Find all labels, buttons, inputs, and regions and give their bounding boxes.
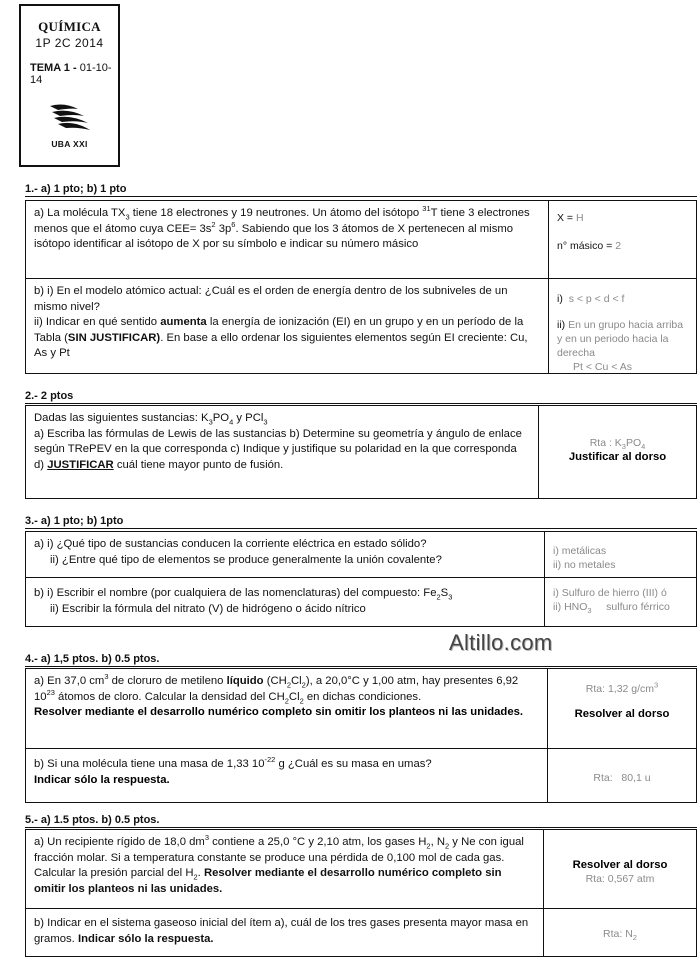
q4a-text: ), a 20,0°C y 1,00 atm, hay presentes 6,92 10 [34, 675, 519, 703]
q5a-answer [544, 830, 696, 908]
q1a-text: . Sabiendo que los 3 átomos de X pertenecen al mismo isótopo identificar al isótopo de X por su símbolo e indicar su número másico [34, 222, 514, 250]
q4a-row [26, 669, 696, 748]
q5b-question [26, 909, 544, 956]
answer-sup: 3 [654, 680, 659, 690]
q5a-text: y Ne con igual fracción molar. Si a temperatura constante se produce una pérdida de 0,100 mol de cada gas. Calcular la presión parcial del H [34, 836, 524, 879]
logo-text: UBA XXI [51, 139, 88, 149]
q3b-answer [545, 578, 696, 626]
q1b-row [26, 278, 696, 373]
q1b-bold: aumenta [160, 316, 207, 328]
q3b-text: S [440, 587, 449, 599]
q3b-text: b) i) Escribir el nombre (por cualquiera de las nomenclaturas) del compuesto: Fe [34, 587, 437, 599]
q3a-answer [545, 532, 696, 577]
subject-title: QUÍMICA [38, 19, 101, 34]
q1a-text: 3p [215, 222, 232, 235]
q3-table [25, 531, 697, 627]
q5a-question [26, 830, 544, 908]
watermark: Altillo.com [449, 630, 553, 655]
q1a-sup: 6 [231, 219, 236, 229]
q3b-question [26, 578, 545, 626]
q2-bold: JUSTIFICAR [47, 458, 114, 471]
q5b-text: b) Indicar en el sistema gaseoso inicial del ítem a), cuál de los tres gases presenta mayor masa en gramos. [34, 917, 529, 945]
q2-sub: 3 [263, 417, 268, 427]
q1b-bold: SIN JUSTIFICAR) [67, 331, 161, 344]
q1-table [25, 200, 697, 374]
q3b-row [26, 577, 696, 626]
answer-instruction: Justificar al dorso [568, 451, 667, 463]
answer-label: n° másico = [557, 240, 616, 252]
q1-rule [25, 196, 697, 197]
answer-value: ii) HNO [553, 601, 588, 613]
answer-value: i) Sulfuro de hierro (III) ó [553, 587, 667, 599]
q5a-sub: 2 [426, 841, 431, 851]
q1a-text: tiene 18 electrones y 19 neutrones. Un átomo del isótopo [129, 207, 423, 219]
uba-xxi-logo [21, 100, 118, 149]
q2-sub: 3 [208, 417, 213, 427]
q5a-text: , N [430, 836, 445, 848]
q2-question [26, 406, 539, 498]
q4b-text: g ¿Cuál es su masa en umas? [275, 758, 432, 770]
q1-title: 1.- a) 1 pto; b) 1 pto [25, 183, 127, 195]
q2-text: a) Escriba las fórmulas de Lewis de las sustancias b) Determine su geometría y ángulo de enlace según TRePEV en la que corresponda c) Indique y justifique su polaridad en la que corresponda [34, 427, 522, 455]
q5-rule [25, 827, 697, 828]
q2-table [25, 405, 697, 499]
q2-text: y PCl [233, 412, 264, 424]
q2-text: Dadas las siguientes sustancias: K [34, 412, 209, 424]
answer-value: Rta: N [603, 928, 633, 940]
q4a-text: Cl [290, 675, 302, 687]
q1a-row [26, 201, 696, 278]
answer-value: En un grupo hacia arriba y en un periodo hacia la derecha [557, 319, 684, 359]
q5b-bold: Indicar sólo la respuesta. [77, 932, 214, 945]
q4b-question [26, 749, 548, 802]
answer-value: ii) no metales [553, 559, 616, 571]
q5a-sub: 2 [445, 841, 450, 851]
answer-value: i) metálicas [553, 545, 607, 557]
q3-rule [25, 528, 697, 529]
q4a-text: a) En 37,0 cm [34, 675, 105, 687]
q2-rule [25, 403, 697, 404]
answer-value: s < p < d < f [568, 293, 625, 305]
answer-value: PO [625, 437, 642, 449]
q1b-question [26, 279, 549, 373]
q1a-sup: 2 [211, 219, 216, 229]
q1a-text: a) La molécula TX [34, 207, 126, 219]
answer-value: 2 [615, 240, 622, 252]
q2-answer [539, 406, 696, 498]
q3a-text: ii) ¿Entre qué tipo de elementos se produce generalmente la unión covalente? [50, 553, 442, 566]
q3a-question [26, 532, 545, 577]
q5a-text: a) Un recipiente rígido de 18,0 dm [34, 836, 205, 848]
q3-title: 3.- a) 1 pto; b) 1pto [25, 515, 124, 527]
q2-text: cuál tiene mayor punto de fusión. [113, 458, 284, 471]
q3b-sub: 2 [436, 592, 441, 602]
q1a-sup: 31 [422, 204, 431, 214]
q4a-sub: 2 [301, 680, 306, 690]
q4a-text: Cl [288, 690, 300, 703]
answer-value: Rta: 1,32 g/cm [585, 683, 655, 695]
answer-instruction: Resolver al dorso [574, 708, 670, 720]
q1a-sub: 3 [125, 212, 130, 222]
q4a-sup: 3 [104, 672, 109, 682]
q4a-text: átomos de cloro. Calcular la densidad del CH [54, 690, 285, 703]
q5a-row [26, 830, 696, 908]
q4a-answer [548, 669, 696, 748]
q1a-answer [549, 201, 696, 278]
answer-sub: 2 [632, 933, 637, 943]
q4-table [25, 668, 697, 803]
q5a-bold: Resolver mediante el desarrollo numérico completo sin omitir los planteos ni las unidades. [34, 867, 502, 895]
q4a-text: (CH [263, 675, 287, 687]
q1a-question [26, 201, 549, 278]
q1b-text: la energía de ionización (EI) en un grupo y en un período de la Tabla ( [34, 316, 524, 344]
q4a-bold: líquido [226, 675, 264, 687]
q4b-answer [548, 749, 696, 802]
q2-text: d) [34, 458, 48, 471]
q5a-sub: 2 [193, 872, 198, 882]
q5b-row [26, 908, 696, 956]
answer-sub: 4 [641, 442, 646, 452]
q5-title: 5.- a) 1.5 ptos. b) 0.5 ptos. [25, 814, 160, 826]
q4a-sub: 2 [299, 695, 304, 705]
tema-line [21, 62, 118, 86]
q4b-text: b) Si una molécula tiene una masa de 1,33 10 [34, 758, 265, 770]
answer-sub: 3 [621, 442, 626, 452]
q4a-sub: 2 [286, 680, 291, 690]
answer-label: ii) [557, 319, 566, 331]
q3b-text: ii) Escribir la fórmula del nitrato (V) de hidrógeno o ácido nítrico [50, 602, 366, 615]
answer-label: X = [557, 212, 576, 224]
q5-table [25, 829, 697, 957]
logo-swoosh-icon [48, 100, 92, 134]
tema-date: 01-10-14 [30, 62, 112, 86]
q3a-row [26, 532, 696, 577]
answer-label: i) [557, 293, 563, 305]
answer-value: Rta: 0,567 atm [585, 873, 655, 885]
q5a-text: . [197, 867, 204, 879]
q4a-sub: 2 [284, 695, 289, 705]
q1b-text: . En base a ello ordenar los siguientes elementos según EI creciente: Cu, As y Pt [34, 331, 528, 359]
q3b-sub: 3 [448, 592, 453, 602]
q4b-row [26, 748, 696, 802]
q2-sub: 4 [229, 417, 234, 427]
q2-row [26, 406, 696, 498]
q4a-bold: Resolver mediante el desarrollo numérico completo sin omitir los planteos ni las unidades. [34, 706, 524, 718]
q4a-text: en dichas condiciones. [303, 690, 422, 703]
q2-title: 2.- 2 ptos [25, 390, 74, 402]
tema-label: TEMA 1 - [30, 62, 77, 74]
q4b-sup: -22 [264, 755, 276, 765]
answer-value: H [575, 212, 584, 224]
answer-value: Rta : K [589, 437, 622, 449]
answer-value: Rta: 80,1 u [593, 772, 651, 784]
q1b-answer [549, 279, 696, 373]
q4a-sup: 23 [46, 687, 55, 697]
answer-instruction: Resolver al dorso [572, 859, 668, 871]
exam-header [19, 4, 120, 167]
q4-rule [25, 666, 697, 667]
answer-value: Pt < Cu < As [573, 361, 632, 373]
q1a-text: T tiene 3 electrones menos que el átomo cuya CEE= 3s [34, 207, 530, 235]
answer-sub: 3 [587, 606, 592, 616]
q4a-text: de cloruro de metileno [108, 675, 227, 687]
q5a-sup: 3 [204, 833, 209, 843]
answer-value: sulfuro férrico [591, 601, 670, 613]
q5b-answer [544, 909, 696, 956]
q3a-text: a) i) ¿Qué tipo de sustancias conducen la corriente eléctrica en estado sólido? [34, 538, 427, 550]
q4a-question [26, 669, 548, 748]
q5a-text: contiene a 25,0 °C y 2,10 atm, los gases H [208, 836, 427, 848]
q2-text: PO [212, 412, 230, 424]
q1b-text: b) i) En el modelo atómico actual: ¿Cuál es el orden de energía dentro de los subniveles de un mismo nivel? [34, 285, 508, 313]
q4b-bold: Indicar sólo la respuesta. [34, 773, 170, 786]
q4-title: 4.- a) 1,5 ptos. b) 0.5 ptos. [25, 653, 160, 665]
exam-period: 1P 2C 2014 [35, 36, 104, 50]
q1b-text: ii) Indicar en qué sentido [34, 316, 161, 328]
